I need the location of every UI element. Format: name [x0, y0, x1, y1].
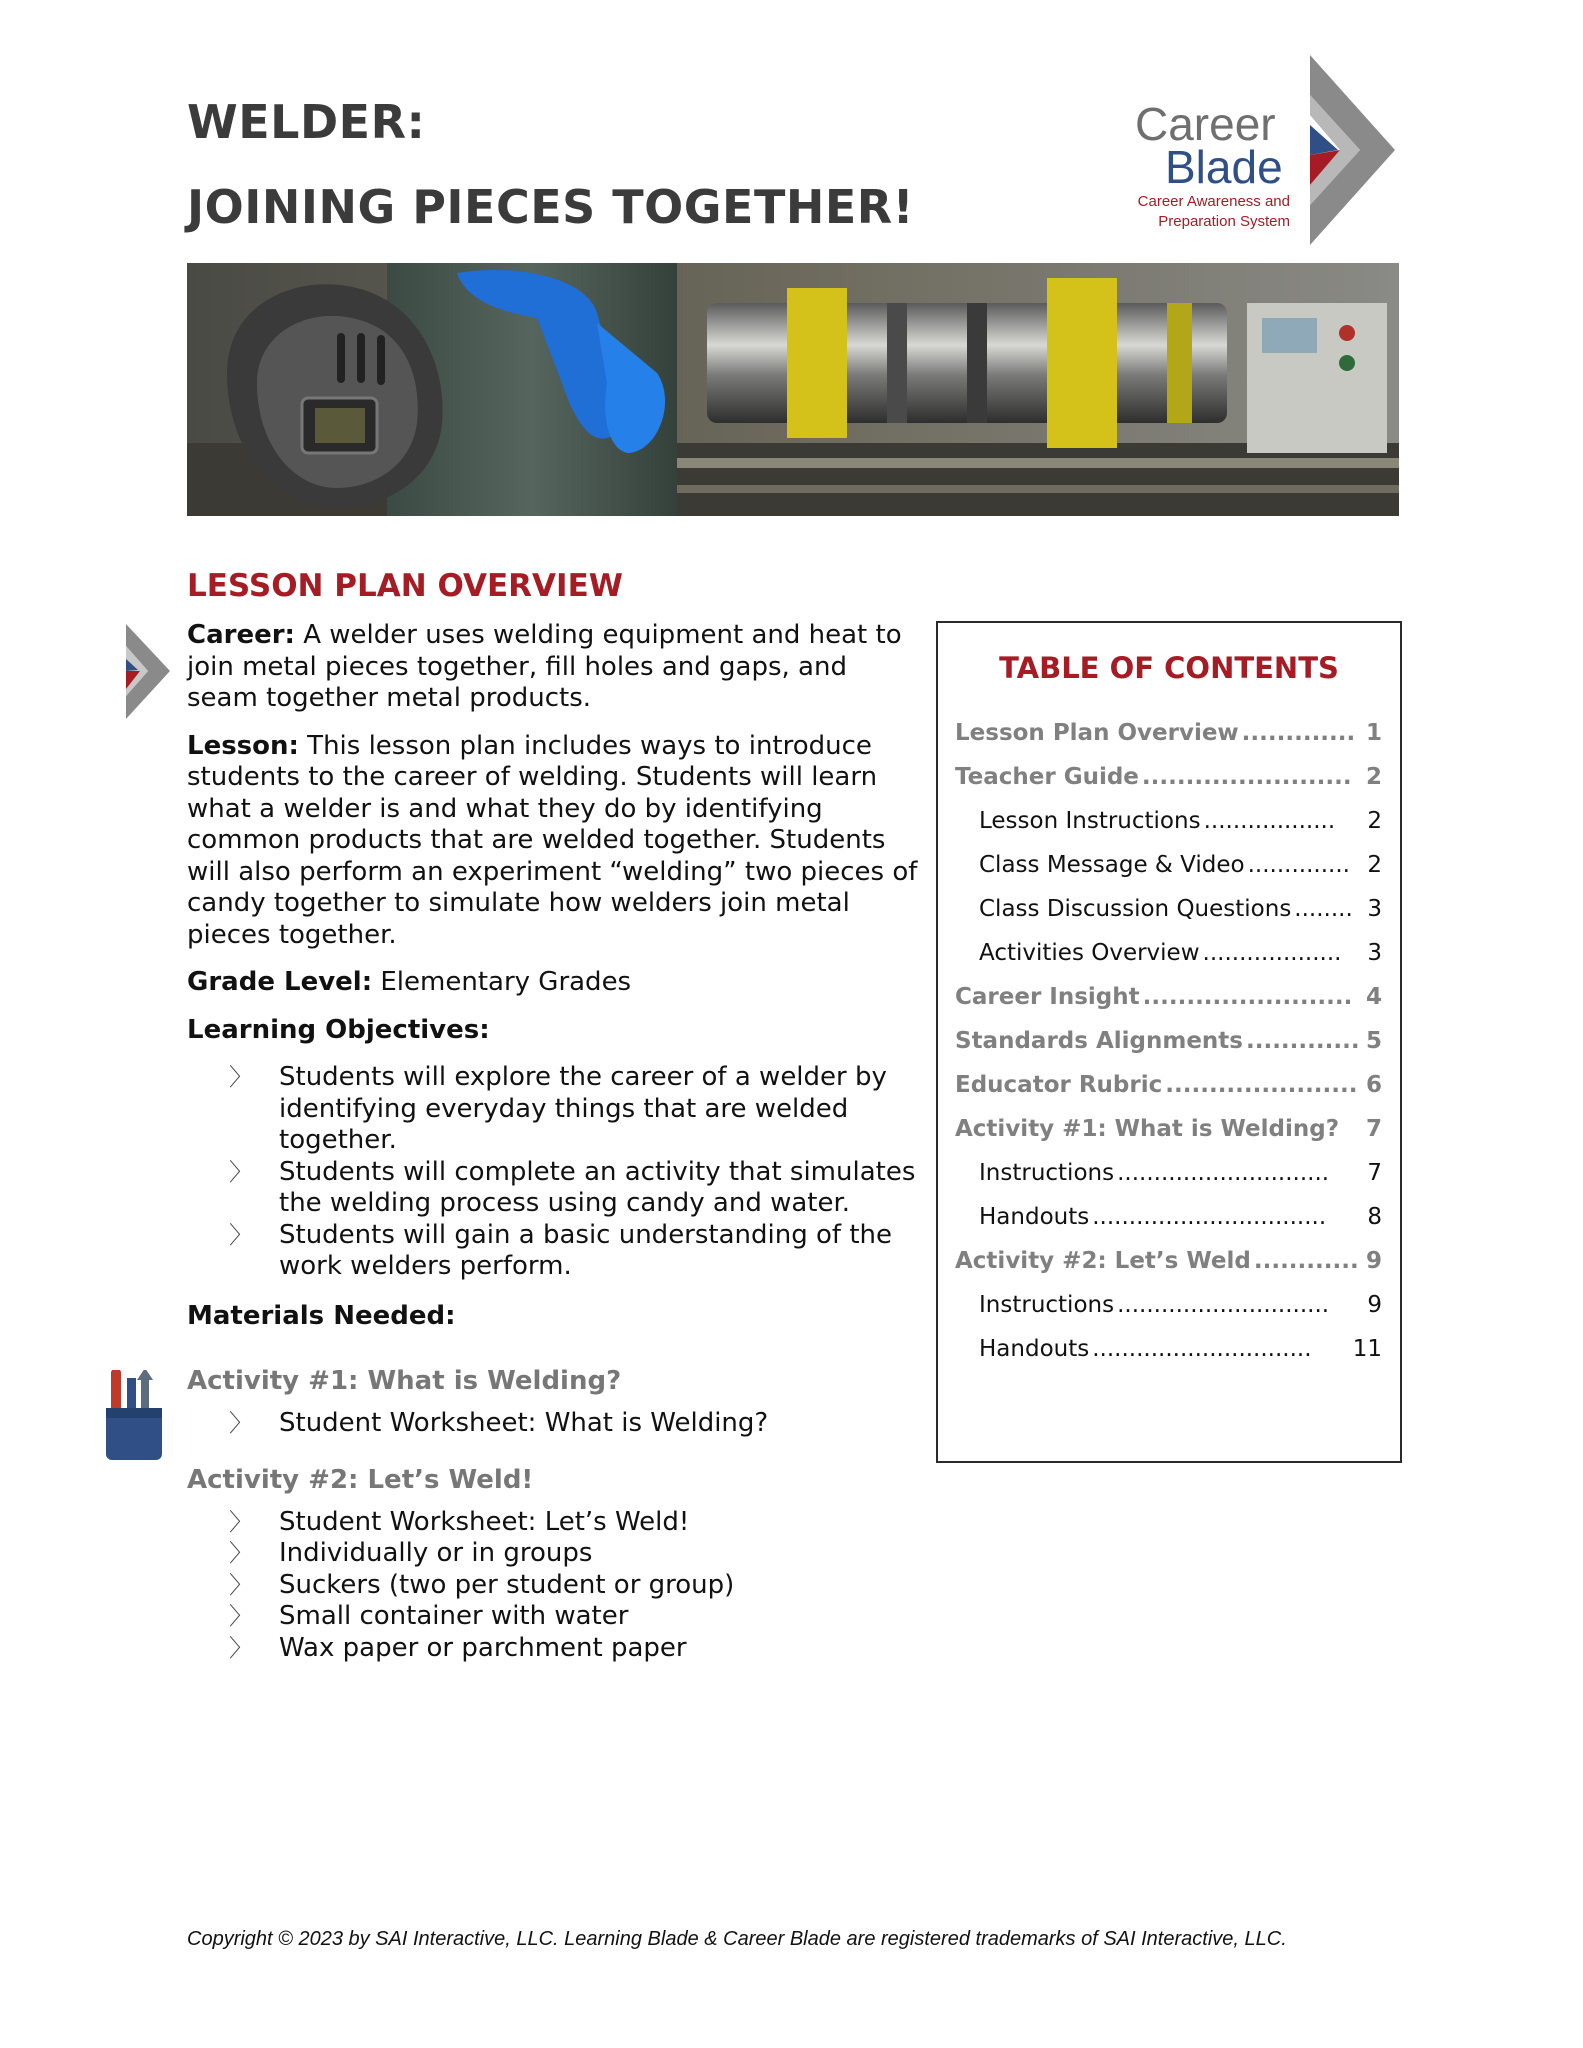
chevron-right-icon: 〉	[229, 1602, 253, 1630]
toc-item-label: Instructions	[979, 1160, 1115, 1186]
toc-item-label: Lesson Instructions	[979, 808, 1201, 834]
toc-item-page: 9	[1367, 1292, 1382, 1318]
objectives-list	[187, 1062, 922, 1283]
blade-arrow-icon	[122, 624, 170, 719]
toc-item[interactable]	[955, 887, 1382, 931]
activity1-materials-list	[187, 1408, 922, 1440]
toc-list	[955, 711, 1382, 1371]
toc-item[interactable]	[955, 1327, 1382, 1371]
toc-item-page: 2	[1365, 764, 1382, 790]
toc-item[interactable]	[955, 1151, 1382, 1195]
lesson-text: This lesson plan includes ways to introduce students to the career of welding. Students will learn what a welder is and what they do by identifying common products that are welded together. Students will also perform an experiment “welding” two pieces of candy together to simulate how welders join metal pieces together.	[187, 730, 918, 950]
toc-item-label: Lesson Plan Overview	[955, 720, 1239, 746]
toc-item-leader: .............	[1245, 1028, 1360, 1054]
toc-title: TABLE OF CONTENTS	[999, 651, 1339, 685]
toc-item-leader: ..............................	[1092, 1336, 1312, 1362]
list-item: 〉 Student Worksheet: Let’s Weld!	[229, 1506, 690, 1537]
page-title-line2: JOINING PIECES TOGETHER!	[187, 180, 915, 234]
toc-item-leader: ..............	[1247, 852, 1350, 878]
page-title-line1: WELDER:	[187, 95, 426, 149]
toc-item-label: Teacher Guide	[955, 764, 1139, 790]
logo-word-career: Career	[1135, 98, 1276, 150]
list-item: 〉 Suckers (two per student or group)	[229, 1569, 735, 1600]
toc-item-page: 11	[1352, 1336, 1382, 1362]
toc-item[interactable]	[955, 1239, 1382, 1283]
toc-item-page: 1	[1365, 720, 1382, 746]
logo-word-blade: Blade	[1165, 141, 1283, 193]
career-paragraph	[187, 620, 922, 715]
toc-item-page: 3	[1367, 940, 1382, 966]
chevron-right-icon: 〉	[229, 1063, 253, 1091]
toc-item[interactable]	[955, 711, 1382, 755]
career-label: Career:	[187, 620, 295, 650]
list-item: 〉 Small container with water	[229, 1601, 629, 1631]
list-item: 〉 Students will complete an activity that simulates the welding process using candy and water.	[229, 1156, 916, 1218]
grade-level-paragraph	[187, 967, 922, 999]
toc-item-leader: ...................	[1202, 940, 1342, 966]
list-item: 〉 Students will explore the career of a welder by identifying everyday things that are welded together.	[229, 1062, 887, 1155]
toc-item-page: 3	[1367, 896, 1382, 922]
career-blade-logo	[1110, 55, 1400, 255]
activity1-heading: Activity #1: What is Welding?	[187, 1366, 622, 1396]
toc-item-label: Activity #1: What is Welding?	[955, 1116, 1340, 1142]
toc-item-leader: ............	[1253, 1248, 1359, 1274]
toc-item-label: Activities Overview	[979, 940, 1200, 966]
toc-item-label: Handouts	[979, 1336, 1090, 1362]
chevron-right-icon: 〉	[229, 1539, 253, 1567]
toc-item-page: 9	[1365, 1248, 1382, 1274]
toc-item-leader: ......................	[1165, 1072, 1358, 1098]
toc-item-label: Instructions	[979, 1292, 1115, 1318]
toc-item-leader: ..................	[1203, 808, 1336, 834]
grade-level-label: Grade Level:	[187, 967, 373, 997]
lesson-paragraph	[187, 731, 922, 952]
table-of-contents	[936, 621, 1402, 1463]
toc-item[interactable]	[955, 843, 1382, 887]
toc-item-label: Class Discussion Questions	[979, 896, 1292, 922]
toc-item-leader: .............................	[1117, 1292, 1330, 1318]
chevron-right-icon: 〉	[229, 1220, 253, 1249]
toc-item-label: Class Message & Video	[979, 852, 1245, 878]
lesson-plan-overview-heading: LESSON PLAN OVERVIEW	[187, 568, 623, 604]
hero-welder-image	[187, 263, 1399, 516]
career-text: A welder uses welding equipment and heat to join metal pieces together, fill holes and gaps, and seam together metal products.	[187, 620, 902, 713]
materials-needed-heading: Materials Needed:	[187, 1300, 456, 1331]
toc-item-leader: ........	[1294, 896, 1353, 922]
welder-photo-icon	[187, 263, 1399, 516]
toc-item[interactable]	[955, 799, 1382, 843]
toc-item-leader: .............................	[1117, 1160, 1330, 1186]
toc-item-page: 4	[1365, 984, 1382, 1010]
toc-item-leader: ........................	[1142, 984, 1353, 1010]
lesson-label: Lesson:	[187, 730, 299, 761]
toc-item[interactable]	[955, 1107, 1382, 1151]
copyright-footer: Copyright © 2023 by SAI Interactive, LLC. Learning Blade & Career Blade are registered trademarks of SAI Interactive, LLC.	[187, 1928, 1287, 1950]
toc-item-leader: ........................	[1141, 764, 1352, 790]
toc-item-page: 5	[1365, 1028, 1382, 1054]
toc-item-label: Career Insight	[955, 984, 1140, 1010]
list-item: 〉 Students will gain a basic understanding of the work welders perform.	[229, 1219, 892, 1281]
activity2-heading: Activity #2: Let’s Weld!	[187, 1465, 534, 1495]
toc-item[interactable]	[955, 1063, 1382, 1107]
list-item: 〉 Wax paper or parchment paper	[229, 1632, 687, 1663]
toc-item-page: 8	[1367, 1204, 1382, 1230]
toc-item-page: 7	[1365, 1116, 1382, 1142]
toc-item[interactable]	[955, 1195, 1382, 1239]
toc-item-label: Activity #2: Let’s Weld	[955, 1248, 1251, 1274]
toc-item-leader: ................................	[1092, 1204, 1327, 1230]
chevron-right-icon: 〉	[229, 1507, 253, 1536]
pencil-cup-icon	[103, 1370, 165, 1462]
toc-item[interactable]	[955, 975, 1382, 1019]
toc-item-page: 6	[1365, 1072, 1382, 1098]
toc-item-label: Educator Rubric	[955, 1072, 1163, 1098]
toc-item[interactable]	[955, 931, 1382, 975]
grade-level-text: Elementary Grades	[372, 967, 632, 997]
chevron-right-icon: 〉	[229, 1633, 253, 1662]
toc-item-page: 7	[1367, 1160, 1382, 1186]
toc-item-label: Standards Alignments	[955, 1028, 1243, 1054]
blade-chevron-icon	[1290, 55, 1395, 245]
learning-objectives-heading: Learning Objectives:	[187, 1014, 490, 1045]
toc-item-leader: .............	[1241, 720, 1356, 746]
chevron-right-icon: 〉	[229, 1157, 253, 1186]
toc-item-page: 2	[1367, 852, 1382, 878]
activity2-materials-list	[187, 1507, 922, 1665]
logo-tagline: Career Awareness and Preparation System	[1137, 193, 1290, 230]
chevron-right-icon: 〉	[229, 1408, 253, 1437]
toc-item-label: Handouts	[979, 1204, 1090, 1230]
toc-item-page: 2	[1367, 808, 1382, 834]
toc-item[interactable]	[955, 755, 1382, 799]
toc-item[interactable]	[955, 1019, 1382, 1063]
toc-item[interactable]	[955, 1283, 1382, 1327]
chevron-right-icon: 〉	[229, 1570, 253, 1599]
list-item: 〉 Student Worksheet: What is Welding?	[229, 1407, 769, 1438]
list-item: 〉 Individually or in groups	[229, 1538, 593, 1568]
overview-body	[187, 620, 922, 1682]
